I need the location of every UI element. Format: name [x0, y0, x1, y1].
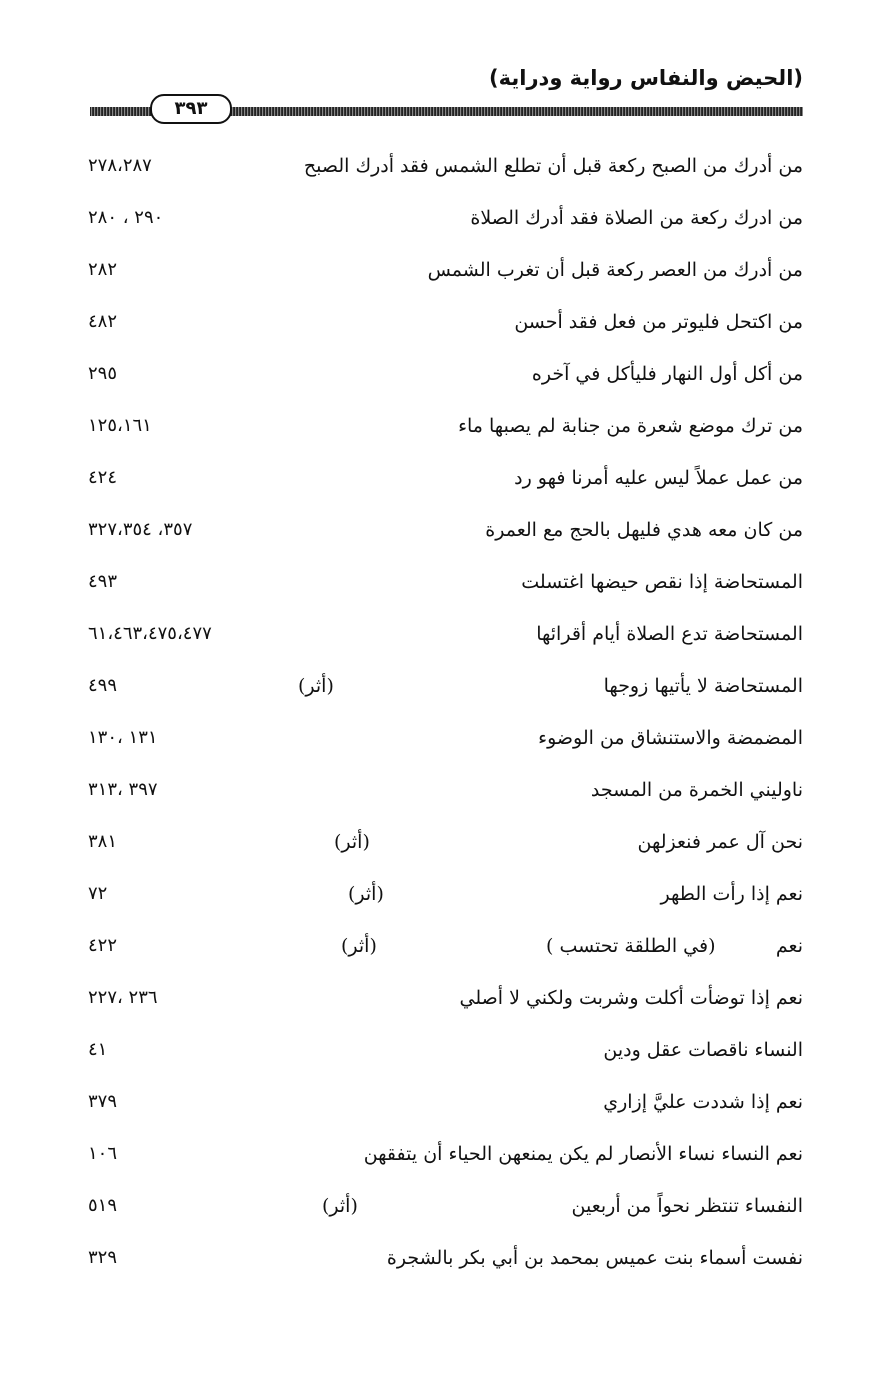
- index-entry: [0, 979, 879, 1031]
- index-entry: [0, 355, 879, 407]
- index-entry: [0, 823, 879, 875]
- index-entry: [0, 251, 879, 303]
- entry-pages: ٣٧٩: [88, 1091, 118, 1112]
- entry-text: نعم إذا شددت عليَّ إزاري: [603, 1091, 803, 1113]
- entry-pages: ٢٣٦ ،٢٢٧: [88, 987, 158, 1008]
- entry-pages: ٣٩٧ ،٣١٣: [88, 779, 158, 800]
- entry-text: نحن آل عمر فنعزلهن: [637, 831, 803, 853]
- entry-pages: ١٣١ ،١٣٠: [88, 727, 158, 748]
- entry-pages: ١٢٥،١٦١: [88, 415, 152, 436]
- entry-pages: ٤٢٤: [88, 467, 118, 488]
- index-entry: [0, 147, 879, 199]
- entry-text: من اكتحل فليوتر من فعل فقد أحسن: [514, 311, 803, 333]
- entry-note-athar: (أثر): [348, 883, 384, 905]
- entry-pages: ٣٢٩: [88, 1247, 118, 1268]
- entry-text: من أدرك من الصبح ركعة قبل أن تطلع الشمس فقد أدرك الصبح: [303, 155, 803, 177]
- entry-text: نعم إذا توضأت أكلت وشربت ولكني لا أصلي: [459, 987, 803, 1009]
- index-entry: [0, 407, 879, 459]
- index-entry: [0, 927, 879, 979]
- entry-pages: ٢٩٥: [88, 363, 118, 384]
- entry-text: المستحاضة لا يأتيها زوجها: [603, 675, 803, 697]
- entry-text: نفست أسماء بنت عميس بمحمد بن أبي بكر بالشجرة: [386, 1247, 803, 1269]
- entry-text: من عمل عملاً ليس عليه أمرنا فهو رد: [514, 467, 803, 489]
- entry-text: من كان معه هدي فليهل بالحج مع العمرة: [485, 519, 803, 541]
- index-entry: [0, 1031, 879, 1083]
- entry-note-athar: (أثر): [341, 935, 377, 957]
- index-entry: [0, 615, 879, 667]
- entry-pages: ٢٩٠ ، ٢٨٠: [88, 207, 164, 228]
- index-entry: [0, 1083, 879, 1135]
- entry-text: النفساء تنتظر نحواً من أربعين: [571, 1195, 803, 1217]
- index-entry: [0, 303, 879, 355]
- index-entry: [0, 771, 879, 823]
- entry-pages: ٢٨٢: [88, 259, 118, 280]
- entry-pages: ٣٥٧، ٣٢٧،٣٥٤: [88, 519, 193, 540]
- entry-text: من أكل أول النهار فليأكل في آخره: [531, 363, 803, 385]
- entry-pages: ٤٩٩: [88, 675, 118, 696]
- entry-note-athar: (أثر): [322, 1195, 358, 1217]
- entry-text: نعم إذا رأت الطهر: [660, 883, 803, 905]
- index-list: [0, 147, 879, 1291]
- entry-note-athar: (أثر): [298, 675, 334, 697]
- index-entry: [0, 199, 879, 251]
- entry-pages: ٦١،٤٦٣،٤٧٥،٤٧٧: [88, 623, 212, 644]
- entry-pages: ٢٧٨،٢٨٧: [88, 155, 152, 176]
- index-entry: [0, 511, 879, 563]
- index-entry: [0, 1187, 879, 1239]
- index-entry: [0, 719, 879, 771]
- entry-pages: ٤٢٢: [88, 935, 118, 956]
- entry-text: النساء ناقصات عقل ودين: [603, 1039, 803, 1061]
- entry-text: المضمضة والاستنشاق من الوضوء: [538, 727, 803, 749]
- index-entry: [0, 563, 879, 615]
- index-entry: [0, 1135, 879, 1187]
- entry-pages: ٥١٩: [88, 1195, 118, 1216]
- entry-text: المستحاضة إذا نقص حيضها اغتسلت: [521, 571, 803, 593]
- index-entry: [0, 667, 879, 719]
- entry-pages: ٤٨٢: [88, 311, 118, 332]
- entry-pages: ٧٢: [88, 883, 108, 904]
- entry-pages: ٤٩٣: [88, 571, 118, 592]
- entry-pages: ٣٨١: [88, 831, 118, 852]
- entry-text: نعم (في الطلقة تحتسب ): [546, 935, 803, 957]
- running-header-title: (الحيض والنفاس رواية ودراية): [489, 66, 803, 90]
- entry-text: ناوليني الخمرة من المسجد: [590, 779, 803, 801]
- entry-text: من ادرك ركعة من الصلاة فقد أدرك الصلاة: [470, 207, 803, 229]
- index-entry: [0, 459, 879, 511]
- entry-pages: ٤١: [88, 1039, 108, 1060]
- entry-text: من أدرك من العصر ركعة قبل أن تغرب الشمس: [427, 259, 803, 281]
- entry-pages: ١٠٦: [88, 1143, 118, 1164]
- page-number-badge: ٣٩٣: [150, 94, 232, 124]
- entry-text: من ترك موضع شعرة من جنابة لم يصبها ماء: [458, 415, 803, 437]
- index-entry: [0, 875, 879, 927]
- entry-text: المستحاضة تدع الصلاة أيام أقرائها: [536, 623, 803, 645]
- index-entry: [0, 1239, 879, 1291]
- entry-note-athar: (أثر): [334, 831, 370, 853]
- entry-text: نعم النساء نساء الأنصار لم يكن يمنعهن الحياء أن يتفقهن: [363, 1143, 803, 1165]
